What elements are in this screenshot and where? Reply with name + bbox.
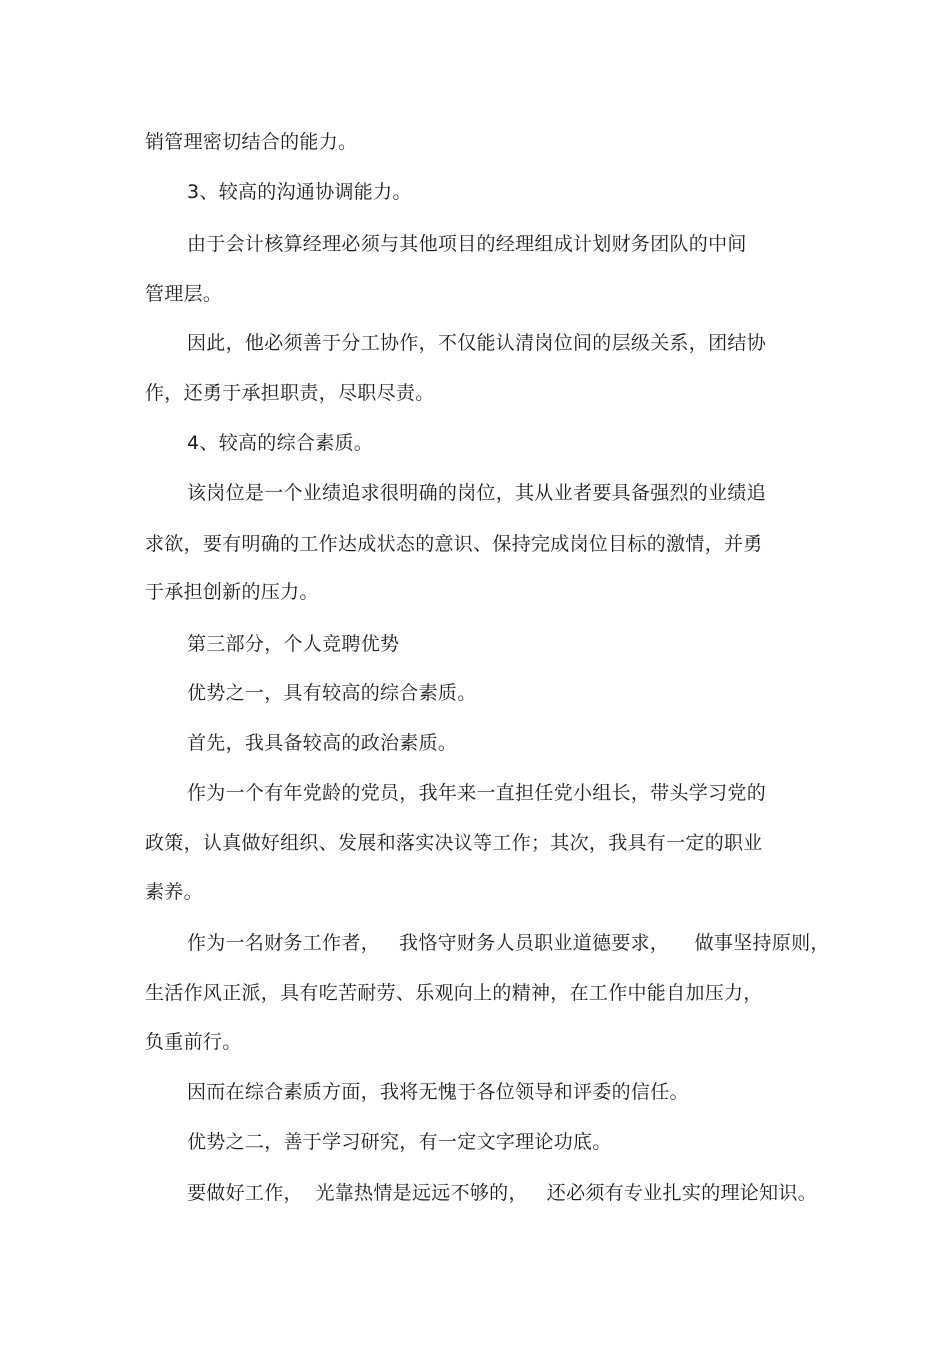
text-line: 优势之二，善于学习研究，有一定文字理论功底。	[187, 1131, 612, 1153]
section-heading: 第三部分，个人竞聘优势	[187, 633, 400, 655]
text-line: 作为一个有年党龄的党员，我年来一直担任党小组长，带头学习党的	[187, 782, 767, 804]
text-line: 求欲，要有明确的工作达成状态的意识、保持完成岗位目标的激情，并勇	[145, 533, 763, 555]
text-line: 由于会计核算经理必须与其他项目的经理组成计划财务团队的中间	[187, 233, 747, 255]
text-line: 因此，他必须善于分工协作，不仅能认清岗位间的层级关系，团结协	[187, 332, 767, 354]
text-line: 政策，认真做好组织、发展和落实决议等工作；其次，我具有一定的职业	[145, 832, 763, 854]
text-line: 优势之一，具有较高的综合素质。	[187, 682, 477, 704]
text-line: 要做好工作， 光靠热情是远远不够的， 还必须有专业扎实的理论知识。	[187, 1182, 817, 1204]
text-line: 素养。	[145, 881, 203, 903]
text-line: 作，还勇于承担职责，尽职尽责。	[145, 382, 435, 404]
text-line: 于承担创新的压力。	[145, 581, 319, 603]
text-line: 销管理密切结合的能力。	[145, 131, 358, 153]
text-line: 首先，我具备较高的政治素质。	[187, 732, 458, 754]
text-line: 该岗位是一个业绩追求很明确的岗位，其从业者要具备强烈的业绩追	[187, 482, 767, 504]
text-line: 生活作风正派，具有吃苦耐劳、乐观向上的精神，在工作中能自加压力，	[145, 982, 763, 1004]
text-line: 因而在综合素质方面，我将无愧于各位领导和评委的信任。	[187, 1081, 689, 1103]
text-line: 管理层。	[145, 283, 223, 305]
section-heading: 3、较高的沟通协调能力。	[187, 181, 412, 203]
section-heading: 4、较高的综合素质。	[187, 432, 374, 454]
text-line: 作为一名财务工作者， 我恪守财务人员职业道德要求， 做事坚持原则，	[187, 932, 830, 954]
text-line: 负重前行。	[145, 1031, 242, 1053]
